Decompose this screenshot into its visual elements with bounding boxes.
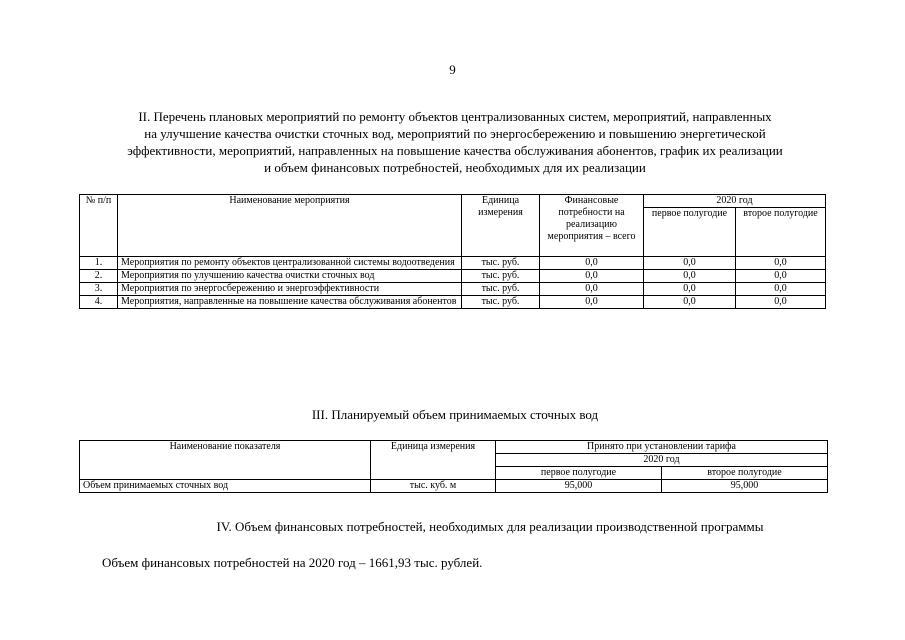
row-activity-name: Мероприятия, направленные на повышение качества обслуживания абонентов <box>118 296 462 309</box>
row-unit: тыс. руб. <box>462 257 540 270</box>
section-2-title-line: и объем финансовых потребностей, необходимых для их реализации <box>264 160 646 175</box>
table-row <box>80 296 826 309</box>
row-total: 0,0 <box>540 270 644 283</box>
row-second-half: 95,000 <box>662 480 828 493</box>
row-second-half: 0,0 <box>736 257 826 270</box>
row-unit: тыс. руб. <box>462 270 540 283</box>
section-4-title: IV. Объем финансовых потребностей, необходимых для реализации производственной программы <box>216 519 764 534</box>
row-second-half: 0,0 <box>736 270 826 283</box>
row-activity-name: Мероприятия по ремонту объектов централизованной системы водоотведения <box>118 257 462 270</box>
header-unit: Единица измерения <box>371 441 496 480</box>
header-activity-name: Наименование мероприятия <box>118 195 462 257</box>
row-num: 1. <box>80 257 118 270</box>
header-accepted-tariff: Принято при установлении тарифа <box>496 441 828 454</box>
header-unit: Единица измерения <box>462 195 540 257</box>
header-year: 2020 год <box>644 195 826 208</box>
row-first-half: 0,0 <box>644 257 736 270</box>
header-num: № п/п <box>80 195 118 257</box>
row-second-half: 0,0 <box>736 283 826 296</box>
table-row <box>80 257 826 270</box>
row-num: 2. <box>80 270 118 283</box>
header-first-half: первое полугодие <box>644 208 736 257</box>
row-unit: тыс. руб. <box>462 283 540 296</box>
row-unit: тыс. руб. <box>462 296 540 309</box>
activities-header-row <box>80 195 826 208</box>
page-number: 9 <box>449 62 456 77</box>
section-2-title <box>60 108 850 176</box>
activities-table <box>79 194 826 309</box>
section-2-title-line: II. Перечень плановых мероприятий по ремонту объектов централизованных систем, мероприятий, направленных <box>138 109 772 124</box>
row-activity-name: Мероприятия по улучшению качества очистки сточных вод <box>118 270 462 283</box>
row-first-half: 95,000 <box>496 480 662 493</box>
row-indicator: Объем принимаемых сточных вод <box>80 480 371 493</box>
wastewater-volume-table <box>79 440 828 493</box>
section-2-title-line: эффективности, мероприятий, направленных на повышение качества обслуживания абонентов, график их реализации <box>127 143 783 158</box>
row-total: 0,0 <box>540 283 644 296</box>
financial-needs-summary: Объем финансовых потребностей на 2020 год – 1661,93 тыс. рублей. <box>102 555 483 570</box>
header-finance-total: Финансовые потребности на реализацию мероприятия – всего <box>540 195 644 257</box>
header-second-half: второе полугодие <box>662 467 828 480</box>
table-row <box>80 283 826 296</box>
row-num: 4. <box>80 296 118 309</box>
row-total: 0,0 <box>540 257 644 270</box>
header-second-half: второе полугодие <box>736 208 826 257</box>
row-activity-name: Мероприятия по энергосбережению и энергоэффективности <box>118 283 462 296</box>
row-unit: тыс. куб. м <box>371 480 496 493</box>
row-first-half: 0,0 <box>644 296 736 309</box>
header-year: 2020 год <box>496 454 828 467</box>
section-2-title-line: на улучшение качества очистки сточных вод, мероприятий по энергосбережению и повышению энергетической <box>144 126 766 141</box>
row-total: 0,0 <box>540 296 644 309</box>
header-first-half: первое полугодие <box>496 467 662 480</box>
row-first-half: 0,0 <box>644 270 736 283</box>
row-first-half: 0,0 <box>644 283 736 296</box>
row-second-half: 0,0 <box>736 296 826 309</box>
section-3-title: III. Планируемый объем принимаемых сточных вод <box>311 407 599 422</box>
table-row <box>80 480 828 493</box>
table-row <box>80 270 826 283</box>
row-num: 3. <box>80 283 118 296</box>
header-indicator: Наименование показателя <box>80 441 371 480</box>
volume-header-row <box>80 441 828 454</box>
